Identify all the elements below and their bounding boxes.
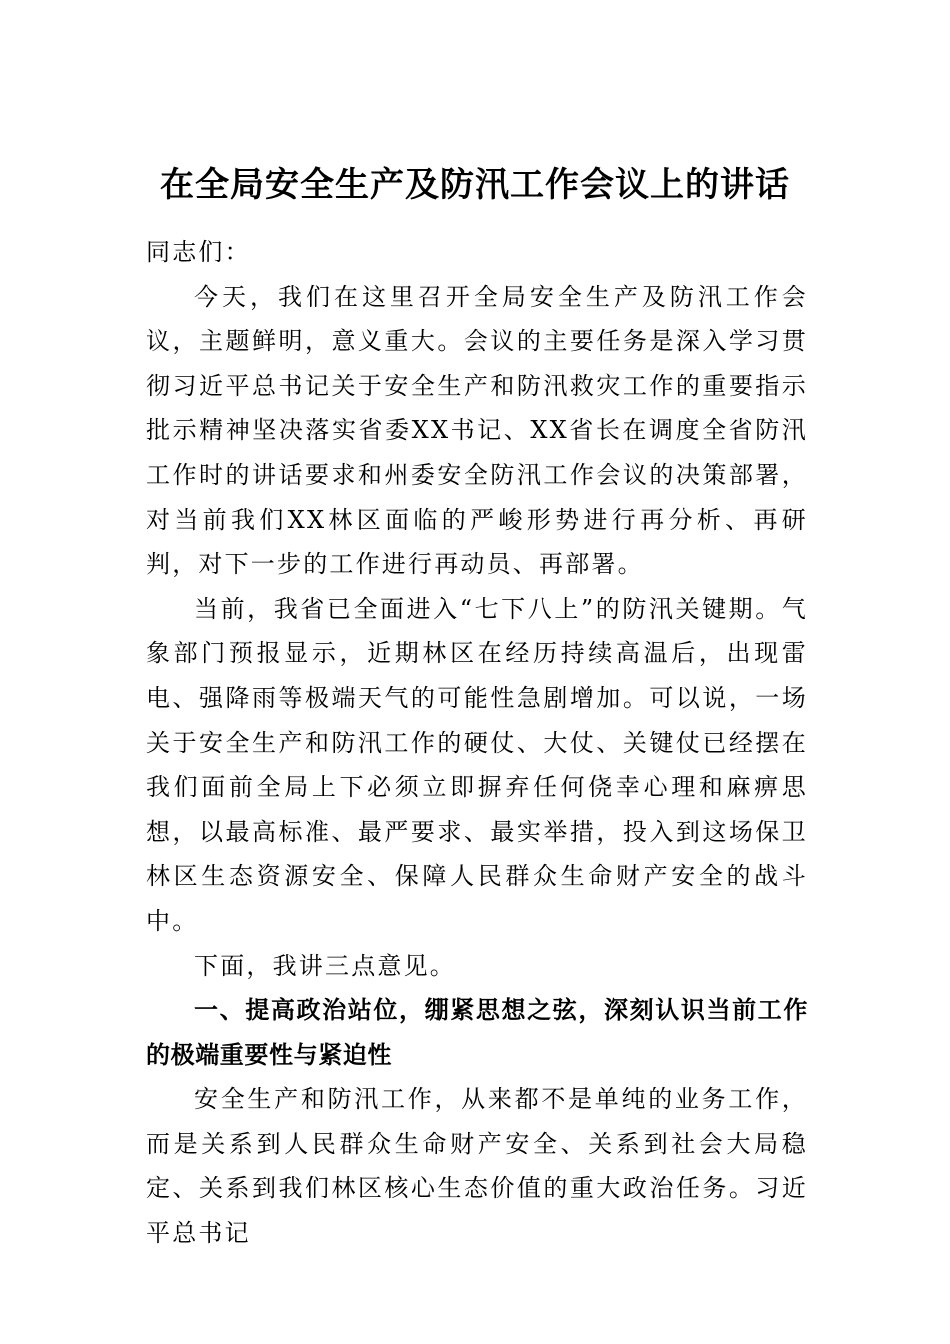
- paragraph-outline: 下面，我讲三点意见。: [194, 951, 456, 980]
- document-title: 在全局安全生产及防汛工作会议上的讲话: [160, 165, 790, 205]
- salutation: 同志们：: [146, 238, 251, 266]
- paragraph-intro: 今天，我们在这里召开全局安全生产及防汛工作会议，主题鲜明，意义重大。会议的主要任务是深入学习贯彻习近平总书记关于安全生产和防汛救灾工作的重要指示批示精神坚决落实省委XX书记、XX省长在调度全省防汛工作时的讲话要求和州委安全防汛工作会议的决策部署，对当前我们XX林区面临的严峻形势进行再分析、再研判，对下一步的工作进行再动员、再部署。: [146, 282, 808, 579]
- section-paragraph: 安全生产和防汛工作，从来都不是单纯的业务工作，而是关系到人民群众生命财产安全、关系到社会大局稳定、关系到我们林区核心生态价值的重大政治任务。习近平总书记: [146, 1085, 808, 1248]
- paragraph-situation: 当前，我省已全面进入“七下八上”的防汛关键期。气象部门预报显示，近期林区在经历持续高温后，出现雷电、强降雨等极端天气的可能性急剧增加。可以说，一场关于安全生产和防汛工作的硬仗、大仗、关键仗已经摆在我们面前全局上下必须立即摒弃任何侥幸心理和麻痹思想，以最高标准、最严要求、最实举措，投入到这场保卫林区生态资源安全、保障人民群众生命财产安全的战斗中。: [146, 594, 808, 935]
- document-body: [146, 230, 808, 1256]
- section-heading: 一、提高政治站位，绷紧思想之弦，深刻认识当前工作的极端重要性与紧迫性: [146, 996, 808, 1069]
